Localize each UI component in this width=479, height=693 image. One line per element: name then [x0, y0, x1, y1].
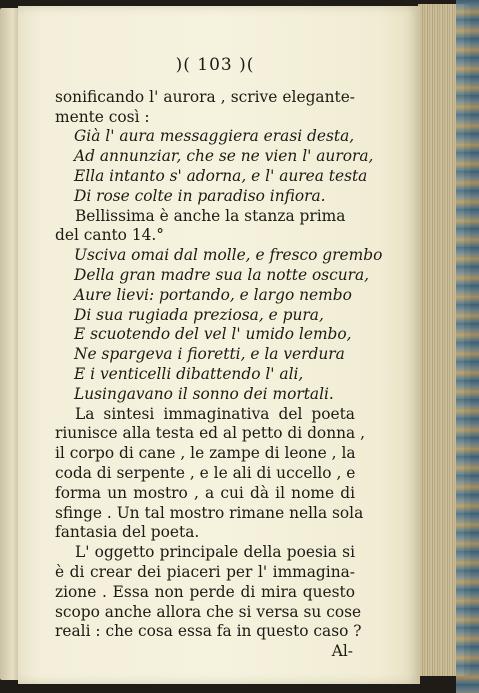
verse-line: E scuotendo del vel l' umido lembo,: [74, 325, 352, 344]
text-line: forma un mostro , a cui dà il nome di: [55, 483, 355, 502]
verse-line: Già l' aura messaggiera erasi desta,: [74, 127, 355, 146]
page-text: [55, 55, 383, 662]
text-line: zione . Essa non perde di mira questo: [55, 582, 355, 601]
verse-line: Della gran madre sua la notte oscura,: [74, 265, 370, 284]
text-line: riunisce alla testa ed al petto di donna ,: [55, 424, 365, 443]
text-line: coda di serpente , e le ali di uccello , e: [55, 463, 356, 482]
text-line: La sintesi immaginativa del poeta: [75, 404, 355, 423]
verse-line: Lusingavano il sonno dei mortali.: [74, 384, 334, 403]
page-header: )( 103 )(: [175, 55, 255, 75]
facing-page-edge: [0, 8, 18, 680]
verse-line: E i venticelli dibattendo l' ali,: [74, 364, 304, 383]
verse-line: Ad annunziar, che se ne vien l' aurora,: [74, 147, 374, 166]
verse-line: Di sua rugiada preziosa, e pura,: [74, 305, 324, 324]
verse-line: Ella intanto s' adorna, e l' aurea testa: [74, 166, 368, 185]
text-line: fantasia del poeta.: [55, 523, 200, 542]
text-line: del canto 14.°: [55, 226, 164, 245]
marbled-cover-edge: [456, 0, 479, 693]
text-line: il corpo di cane , le zampe di leone , la: [55, 444, 356, 463]
text-line: sfinge . Un tal mostro rimane nella sola: [55, 503, 364, 522]
catchword: Al-: [331, 642, 353, 661]
text-line: mente così :: [55, 107, 150, 126]
text-line: Bellissima è anche la stanza prima: [75, 206, 346, 225]
text-line: è di crear dei piaceri per l' immagina-: [55, 562, 355, 581]
verse-line: Usciva omai dal molle, e fresco grembo: [74, 246, 383, 265]
verse-line: Di rose colte in paradiso infiora.: [74, 186, 326, 205]
text-line: reali : che cosa essa fa in questo caso ?: [55, 622, 362, 641]
verse-line: Aure lievi: portando, e largo nembo: [74, 285, 352, 304]
verse-line: Ne spargeva i fioretti, e la verdura: [74, 345, 345, 364]
text-line: scopo anche allora che si versa su cose: [55, 602, 362, 621]
text-line: sonificando l' aurora , scrive elegante-: [55, 87, 355, 106]
body-text: [55, 87, 383, 662]
text-line: L' oggetto principale della poesia si: [75, 543, 355, 562]
